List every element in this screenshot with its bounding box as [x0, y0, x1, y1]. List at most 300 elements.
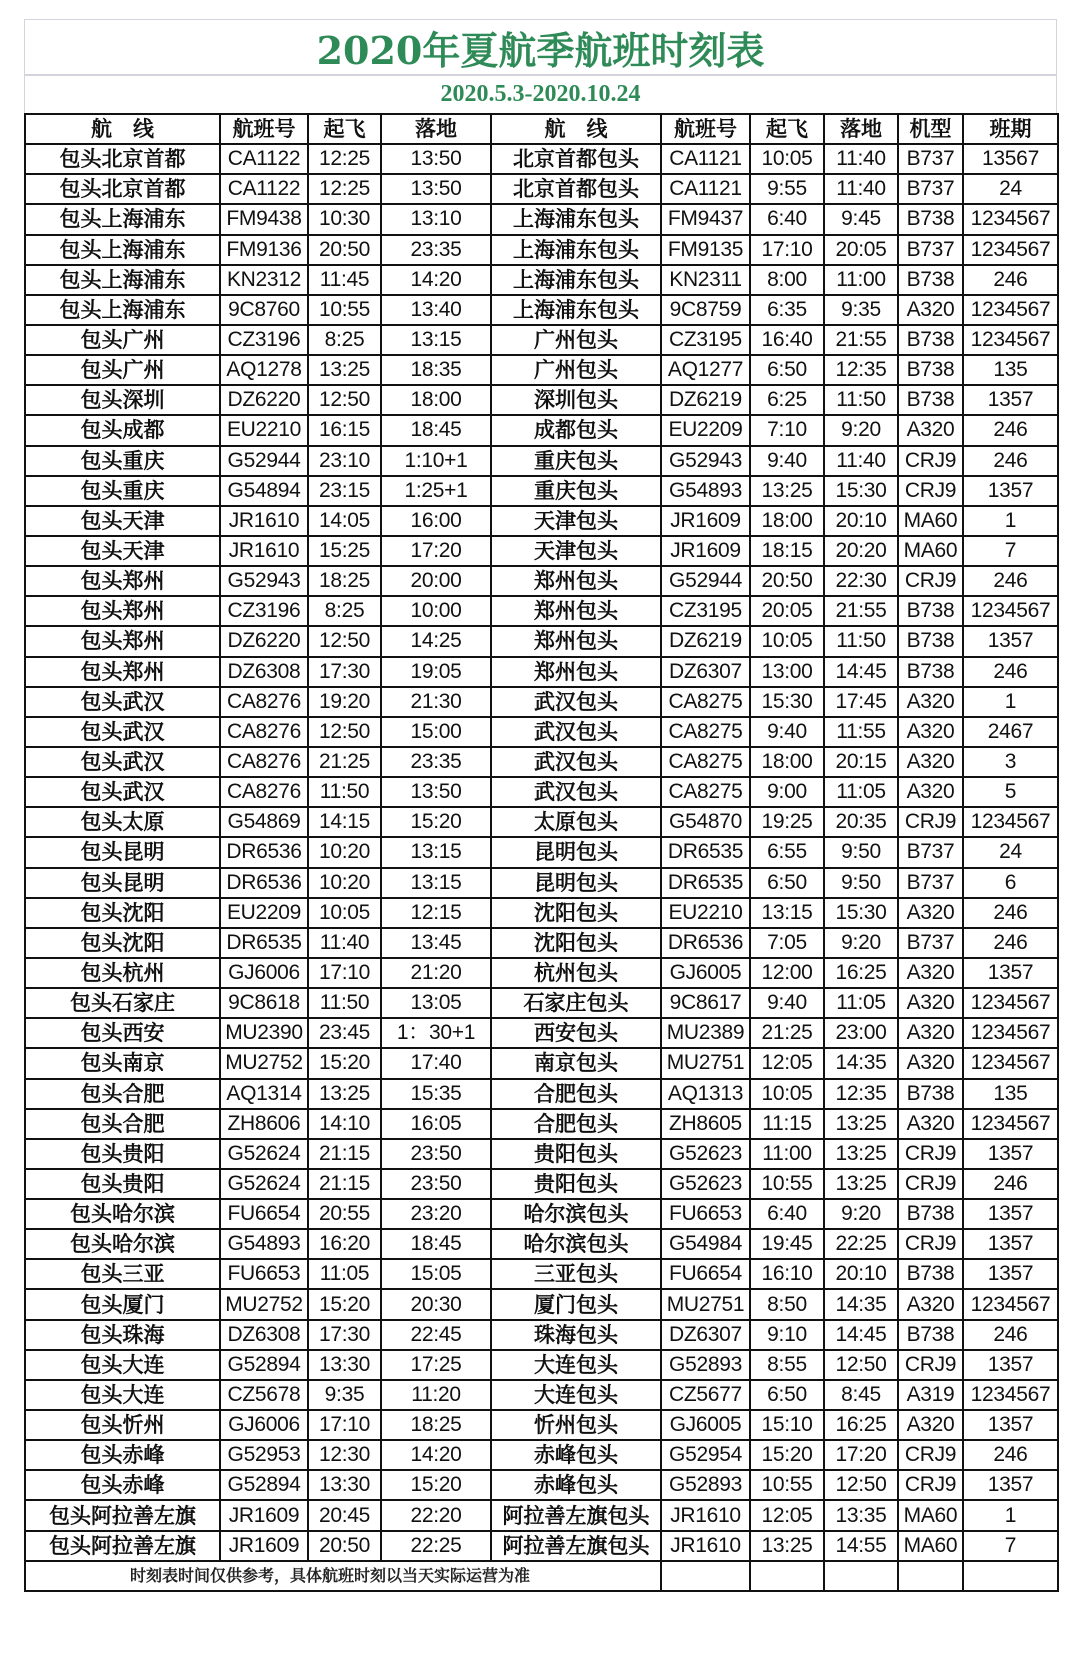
cell-arrive-out: 13:50: [381, 174, 491, 204]
cell-route-out: 包头上海浦东: [25, 295, 220, 325]
cell-depart-out: 12:30: [308, 1440, 381, 1470]
cell-depart-in: 7:05: [750, 928, 824, 958]
cell-arrive-out: 14:20: [381, 1440, 491, 1470]
cell-depart-in: 10:05: [750, 626, 824, 656]
cell-route-in: 武汉包头: [491, 777, 661, 807]
cell-schedule: 1357: [963, 1139, 1058, 1169]
cell-route-in: 昆明包头: [491, 837, 661, 867]
cell-arrive-out: 15:00: [381, 717, 491, 747]
table-row: [25, 295, 1058, 325]
subtitle-row: [24, 76, 1057, 113]
cell-depart-in: 12:05: [750, 1500, 824, 1530]
cell-route-in: 杭州包头: [491, 958, 661, 988]
cell-arrive-out: 18:45: [381, 1229, 491, 1259]
cell-route-in: 南京包头: [491, 1048, 661, 1078]
cell-depart-out: 13:25: [308, 1079, 381, 1109]
cell-depart-in: 15:20: [750, 1440, 824, 1470]
cell-depart-out: 14:15: [308, 807, 381, 837]
table-row: [25, 717, 1058, 747]
cell-aircraft: CRJ9: [898, 1470, 963, 1500]
cell-schedule: 1357: [963, 1199, 1058, 1229]
cell-depart-out: 15:20: [308, 1289, 381, 1319]
cell-flight-out: CA8276: [220, 777, 308, 807]
cell-flight-in: CA8275: [661, 717, 750, 747]
cell-flight-in: CZ3195: [661, 325, 750, 355]
cell-arrive-out: 21:30: [381, 687, 491, 717]
cell-flight-out: DR6535: [220, 928, 308, 958]
cell-depart-in: 13:25: [750, 1531, 824, 1561]
cell-aircraft: CRJ9: [898, 1169, 963, 1199]
cell-arrive-in: 8:45: [824, 1380, 898, 1410]
header-arrive-in: 落地: [824, 114, 898, 144]
cell-depart-out: 11:50: [308, 988, 381, 1018]
cell-route-out: 包头哈尔滨: [25, 1199, 220, 1229]
cell-arrive-in: 14:45: [824, 657, 898, 687]
cell-aircraft: MA60: [898, 1531, 963, 1561]
cell-flight-in: FU6654: [661, 1259, 750, 1289]
table-row: [25, 928, 1058, 958]
cell-route-in: 重庆包头: [491, 446, 661, 476]
cell-route-out: 包头重庆: [25, 446, 220, 476]
cell-route-in: 大连包头: [491, 1350, 661, 1380]
cell-depart-in: 6:40: [750, 204, 824, 234]
cell-aircraft: CRJ9: [898, 566, 963, 596]
cell-route-in: 天津包头: [491, 506, 661, 536]
cell-aircraft: B738: [898, 325, 963, 355]
cell-route-in: 武汉包头: [491, 717, 661, 747]
cell-arrive-out: 13:10: [381, 204, 491, 234]
cell-schedule: 1357: [963, 1410, 1058, 1440]
cell-route-out: 包头武汉: [25, 777, 220, 807]
table-row: [25, 174, 1058, 204]
cell-route-out: 包头沈阳: [25, 898, 220, 928]
cell-schedule: 1234567: [963, 325, 1058, 355]
cell-route-in: 北京首都包头: [491, 174, 661, 204]
cell-aircraft: A320: [898, 1048, 963, 1078]
cell-depart-in: 9:00: [750, 777, 824, 807]
cell-schedule: 135: [963, 355, 1058, 385]
cell-flight-out: CZ3196: [220, 325, 308, 355]
cell-depart-out: 17:10: [308, 1410, 381, 1440]
cell-depart-in: 8:00: [750, 265, 824, 295]
table-row: [25, 777, 1058, 807]
cell-aircraft: A320: [898, 415, 963, 445]
cell-arrive-out: 13:05: [381, 988, 491, 1018]
cell-route-in: 郑州包头: [491, 626, 661, 656]
cell-flight-in: G52623: [661, 1139, 750, 1169]
cell-arrive-out: 21:20: [381, 958, 491, 988]
cell-route-out: 包头贵阳: [25, 1169, 220, 1199]
cell-schedule: 1357: [963, 1470, 1058, 1500]
table-row: [25, 566, 1058, 596]
cell-route-in: 合肥包头: [491, 1079, 661, 1109]
cell-depart-in: 10:05: [750, 144, 824, 174]
cell-route-in: 沈阳包头: [491, 928, 661, 958]
cell-schedule: 1234567: [963, 1289, 1058, 1319]
table-row: [25, 265, 1058, 295]
cell-depart-out: 21:15: [308, 1139, 381, 1169]
cell-depart-in: 17:10: [750, 235, 824, 265]
cell-arrive-out: 13:15: [381, 868, 491, 898]
cell-depart-in: 9:10: [750, 1320, 824, 1350]
cell-depart-out: 11:50: [308, 777, 381, 807]
cell-aircraft: MA60: [898, 536, 963, 566]
cell-depart-out: 17:30: [308, 657, 381, 687]
cell-flight-out: JR1609: [220, 1531, 308, 1561]
cell-route-out: 包头郑州: [25, 596, 220, 626]
cell-flight-out: DZ6308: [220, 1320, 308, 1350]
cell-arrive-out: 18:35: [381, 355, 491, 385]
cell-depart-in: 18:00: [750, 506, 824, 536]
cell-depart-in: 6:50: [750, 1380, 824, 1410]
cell-flight-out: ZH8606: [220, 1109, 308, 1139]
cell-arrive-out: 13:15: [381, 837, 491, 867]
cell-route-out: 包头太原: [25, 807, 220, 837]
cell-flight-out: DZ6220: [220, 626, 308, 656]
cell-arrive-in: 15:30: [824, 476, 898, 506]
cell-flight-in: AQ1277: [661, 355, 750, 385]
cell-arrive-in: 17:45: [824, 687, 898, 717]
cell-flight-in: ZH8605: [661, 1109, 750, 1139]
cell-depart-out: 17:10: [308, 958, 381, 988]
cell-aircraft: A320: [898, 747, 963, 777]
cell-route-in: 广州包头: [491, 325, 661, 355]
cell-depart-out: 10:20: [308, 868, 381, 898]
table-row: [25, 657, 1058, 687]
cell-flight-out: G52624: [220, 1139, 308, 1169]
cell-aircraft: CRJ9: [898, 1139, 963, 1169]
cell-schedule: 1357: [963, 1259, 1058, 1289]
table-row: [25, 988, 1058, 1018]
cell-flight-in: DZ6219: [661, 626, 750, 656]
cell-schedule: 1357: [963, 385, 1058, 415]
cell-schedule: 246: [963, 928, 1058, 958]
cell-flight-out: MU2390: [220, 1018, 308, 1048]
cell-flight-out: CZ5678: [220, 1380, 308, 1410]
cell-arrive-in: 20:35: [824, 807, 898, 837]
cell-depart-out: 20:45: [308, 1500, 381, 1530]
cell-flight-in: CZ3195: [661, 596, 750, 626]
cell-route-in: 阿拉善左旗包头: [491, 1500, 661, 1530]
table-row: [25, 1440, 1058, 1470]
cell-schedule: 1234567: [963, 1048, 1058, 1078]
cell-schedule: 24: [963, 837, 1058, 867]
cell-aircraft: B738: [898, 626, 963, 656]
cell-flight-out: CA8276: [220, 717, 308, 747]
cell-arrive-in: 11:40: [824, 144, 898, 174]
cell-flight-in: G54870: [661, 807, 750, 837]
header-flight-in: 航班号: [661, 114, 750, 144]
cell-route-out: 包头武汉: [25, 687, 220, 717]
cell-route-in: 哈尔滨包头: [491, 1229, 661, 1259]
cell-arrive-out: 17:25: [381, 1350, 491, 1380]
cell-arrive-in: 13:25: [824, 1169, 898, 1199]
table-row: [25, 506, 1058, 536]
cell-depart-out: 13:25: [308, 355, 381, 385]
cell-route-out: 包头三亚: [25, 1259, 220, 1289]
cell-route-in: 上海浦东包头: [491, 204, 661, 234]
cell-arrive-in: 11:00: [824, 265, 898, 295]
cell-depart-in: 9:55: [750, 174, 824, 204]
table-row: [25, 1380, 1058, 1410]
cell-route-in: 沈阳包头: [491, 898, 661, 928]
cell-arrive-in: 21:55: [824, 596, 898, 626]
header-route-in: 航 线: [491, 114, 661, 144]
header-depart-out: 起飞: [308, 114, 381, 144]
table-row: [25, 747, 1058, 777]
cell-depart-in: 6:25: [750, 385, 824, 415]
cell-aircraft: A320: [898, 777, 963, 807]
table-row: [25, 868, 1058, 898]
cell-flight-out: G52944: [220, 446, 308, 476]
cell-flight-in: JR1610: [661, 1531, 750, 1561]
cell-depart-in: 13:00: [750, 657, 824, 687]
cell-depart-in: 16:40: [750, 325, 824, 355]
cell-arrive-in: 11:05: [824, 777, 898, 807]
cell-flight-in: 9C8617: [661, 988, 750, 1018]
cell-flight-out: G54869: [220, 807, 308, 837]
cell-schedule: 1234567: [963, 1380, 1058, 1410]
cell-depart-out: 10:20: [308, 837, 381, 867]
cell-route-out: 包头石家庄: [25, 988, 220, 1018]
cell-route-out: 包头深圳: [25, 385, 220, 415]
cell-aircraft: B738: [898, 657, 963, 687]
cell-depart-out: 20:50: [308, 1531, 381, 1561]
cell-depart-out: 23:45: [308, 1018, 381, 1048]
cell-aircraft: B737: [898, 868, 963, 898]
cell-schedule: 246: [963, 265, 1058, 295]
cell-arrive-in: 20:15: [824, 747, 898, 777]
cell-route-out: 包头合肥: [25, 1109, 220, 1139]
date-range: 2020.5.3-2020.10.24: [440, 81, 641, 107]
cell-flight-in: DR6536: [661, 928, 750, 958]
cell-aircraft: B738: [898, 385, 963, 415]
cell-arrive-out: 13:40: [381, 295, 491, 325]
cell-depart-out: 23:10: [308, 446, 381, 476]
title-row: [24, 19, 1057, 76]
table-row: [25, 898, 1058, 928]
cell-flight-in: 9C8759: [661, 295, 750, 325]
table-row: [25, 1500, 1058, 1530]
header-flight-out: 航班号: [220, 114, 308, 144]
flight-schedule-table: [24, 113, 1059, 1592]
table-row: [25, 446, 1058, 476]
cell-depart-out: 19:20: [308, 687, 381, 717]
cell-aircraft: A319: [898, 1380, 963, 1410]
cell-arrive-in: 14:55: [824, 1531, 898, 1561]
table-row: [25, 958, 1058, 988]
cell-aircraft: MA60: [898, 506, 963, 536]
cell-arrive-in: 9:20: [824, 1199, 898, 1229]
cell-route-out: 包头合肥: [25, 1079, 220, 1109]
cell-route-in: 武汉包头: [491, 687, 661, 717]
cell-depart-in: 10:05: [750, 1079, 824, 1109]
cell-depart-in: 12:05: [750, 1048, 824, 1078]
cell-flight-in: DZ6307: [661, 1320, 750, 1350]
cell-route-in: 重庆包头: [491, 476, 661, 506]
cell-route-in: 广州包头: [491, 355, 661, 385]
cell-flight-out: G52943: [220, 566, 308, 596]
cell-aircraft: B738: [898, 596, 963, 626]
cell-depart-in: 10:55: [750, 1169, 824, 1199]
cell-arrive-out: 23:35: [381, 747, 491, 777]
cell-aircraft: A320: [898, 898, 963, 928]
cell-arrive-out: 23:20: [381, 1199, 491, 1229]
cell-schedule: 246: [963, 1440, 1058, 1470]
cell-route-in: 西安包头: [491, 1018, 661, 1048]
cell-route-out: 包头南京: [25, 1048, 220, 1078]
cell-aircraft: A320: [898, 687, 963, 717]
cell-schedule: 1: [963, 687, 1058, 717]
cell-flight-in: GJ6005: [661, 958, 750, 988]
cell-aircraft: B738: [898, 1199, 963, 1229]
cell-flight-in: G52944: [661, 566, 750, 596]
cell-flight-in: CA8275: [661, 687, 750, 717]
table-row: [25, 1109, 1058, 1139]
cell-schedule: 5: [963, 777, 1058, 807]
cell-arrive-out: 11:20: [381, 1380, 491, 1410]
cell-schedule: 1234567: [963, 988, 1058, 1018]
cell-flight-out: CA8276: [220, 687, 308, 717]
cell-flight-out: G54894: [220, 476, 308, 506]
cell-route-in: 成都包头: [491, 415, 661, 445]
cell-route-in: 天津包头: [491, 536, 661, 566]
cell-route-in: 上海浦东包头: [491, 235, 661, 265]
cell-route-in: 上海浦东包头: [491, 295, 661, 325]
cell-flight-out: G52624: [220, 1169, 308, 1199]
cell-schedule: 246: [963, 446, 1058, 476]
cell-flight-out: GJ6006: [220, 1410, 308, 1440]
cell-aircraft: A320: [898, 295, 963, 325]
table-row: [25, 235, 1058, 265]
cell-arrive-out: 20:30: [381, 1289, 491, 1319]
cell-schedule: 13567: [963, 144, 1058, 174]
cell-depart-out: 17:30: [308, 1320, 381, 1350]
cell-schedule: 1: [963, 1500, 1058, 1530]
cell-arrive-in: 11:05: [824, 988, 898, 1018]
cell-arrive-out: 13:15: [381, 325, 491, 355]
cell-route-out: 包头沈阳: [25, 928, 220, 958]
cell-depart-out: 9:35: [308, 1380, 381, 1410]
cell-arrive-in: 12:35: [824, 355, 898, 385]
cell-route-in: 厦门包头: [491, 1289, 661, 1319]
table-row: [25, 1531, 1058, 1561]
cell-depart-in: 12:00: [750, 958, 824, 988]
cell-depart-in: 11:00: [750, 1139, 824, 1169]
cell-route-in: 赤峰包头: [491, 1440, 661, 1470]
cell-flight-out: DZ6308: [220, 657, 308, 687]
cell-route-out: 包头北京首都: [25, 174, 220, 204]
cell-route-out: 包头西安: [25, 1018, 220, 1048]
cell-flight-out: GJ6006: [220, 958, 308, 988]
cell-arrive-out: 20:00: [381, 566, 491, 596]
cell-route-out: 包头重庆: [25, 476, 220, 506]
cell-arrive-out: 22:25: [381, 1531, 491, 1561]
cell-route-out: 包头大连: [25, 1380, 220, 1410]
cell-flight-in: JR1610: [661, 1500, 750, 1530]
cell-schedule: 246: [963, 1169, 1058, 1199]
cell-route-in: 昆明包头: [491, 868, 661, 898]
cell-route-out: 包头天津: [25, 536, 220, 566]
cell-flight-in: CZ5677: [661, 1380, 750, 1410]
cell-depart-in: 9:40: [750, 717, 824, 747]
cell-aircraft: B738: [898, 1320, 963, 1350]
cell-arrive-in: 23:00: [824, 1018, 898, 1048]
cell-aircraft: B738: [898, 1079, 963, 1109]
cell-depart-in: 18:00: [750, 747, 824, 777]
cell-flight-in: FU6653: [661, 1199, 750, 1229]
header-route-out: 航 线: [25, 114, 220, 144]
cell-flight-out: DR6536: [220, 837, 308, 867]
table-row: [25, 1018, 1058, 1048]
cell-flight-out: KN2312: [220, 265, 308, 295]
cell-arrive-out: 17:20: [381, 536, 491, 566]
cell-depart-out: 21:25: [308, 747, 381, 777]
cell-schedule: 7: [963, 1531, 1058, 1561]
cell-flight-out: G54893: [220, 1229, 308, 1259]
cell-route-out: 包头上海浦东: [25, 265, 220, 295]
cell-route-in: 郑州包头: [491, 596, 661, 626]
cell-route-out: 包头郑州: [25, 566, 220, 596]
cell-aircraft: A320: [898, 988, 963, 1018]
cell-arrive-in: 16:25: [824, 1410, 898, 1440]
cell-route-in: 上海浦东包头: [491, 265, 661, 295]
cell-flight-out: DZ6220: [220, 385, 308, 415]
cell-flight-out: JR1610: [220, 506, 308, 536]
cell-schedule: 246: [963, 415, 1058, 445]
table-row: [25, 204, 1058, 234]
cell-arrive-in: 22:30: [824, 566, 898, 596]
cell-aircraft: CRJ9: [898, 1440, 963, 1470]
table-row: [25, 1139, 1058, 1169]
cell-flight-in: FM9135: [661, 235, 750, 265]
cell-arrive-out: 15:35: [381, 1079, 491, 1109]
cell-arrive-in: 11:50: [824, 385, 898, 415]
cell-depart-in: 8:50: [750, 1289, 824, 1319]
table-header-row: [25, 114, 1058, 144]
cell-depart-out: 12:50: [308, 626, 381, 656]
cell-flight-in: DR6535: [661, 868, 750, 898]
cell-arrive-out: 18:25: [381, 1410, 491, 1440]
cell-schedule: 1234567: [963, 1109, 1058, 1139]
cell-arrive-in: 9:50: [824, 837, 898, 867]
cell-depart-in: 15:30: [750, 687, 824, 717]
cell-depart-in: 20:05: [750, 596, 824, 626]
cell-depart-out: 10:05: [308, 898, 381, 928]
cell-route-in: 三亚包头: [491, 1259, 661, 1289]
cell-arrive-in: 12:50: [824, 1350, 898, 1380]
cell-aircraft: B738: [898, 265, 963, 295]
cell-route-out: 包头广州: [25, 325, 220, 355]
cell-flight-in: CA1121: [661, 174, 750, 204]
table-row: [25, 355, 1058, 385]
cell-flight-out: 9C8760: [220, 295, 308, 325]
cell-flight-in: MU2751: [661, 1048, 750, 1078]
cell-flight-out: EU2210: [220, 415, 308, 445]
cell-route-in: 合肥包头: [491, 1109, 661, 1139]
table-body: [25, 144, 1058, 1561]
cell-depart-out: 21:15: [308, 1169, 381, 1199]
cell-arrive-in: 9:35: [824, 295, 898, 325]
cell-arrive-out: 15:05: [381, 1259, 491, 1289]
cell-flight-in: EU2210: [661, 898, 750, 928]
cell-arrive-out: 14:20: [381, 265, 491, 295]
cell-aircraft: B737: [898, 235, 963, 265]
table-row: [25, 536, 1058, 566]
cell-arrive-out: 16:00: [381, 506, 491, 536]
cell-depart-in: 19:25: [750, 807, 824, 837]
cell-depart-in: 10:55: [750, 1470, 824, 1500]
